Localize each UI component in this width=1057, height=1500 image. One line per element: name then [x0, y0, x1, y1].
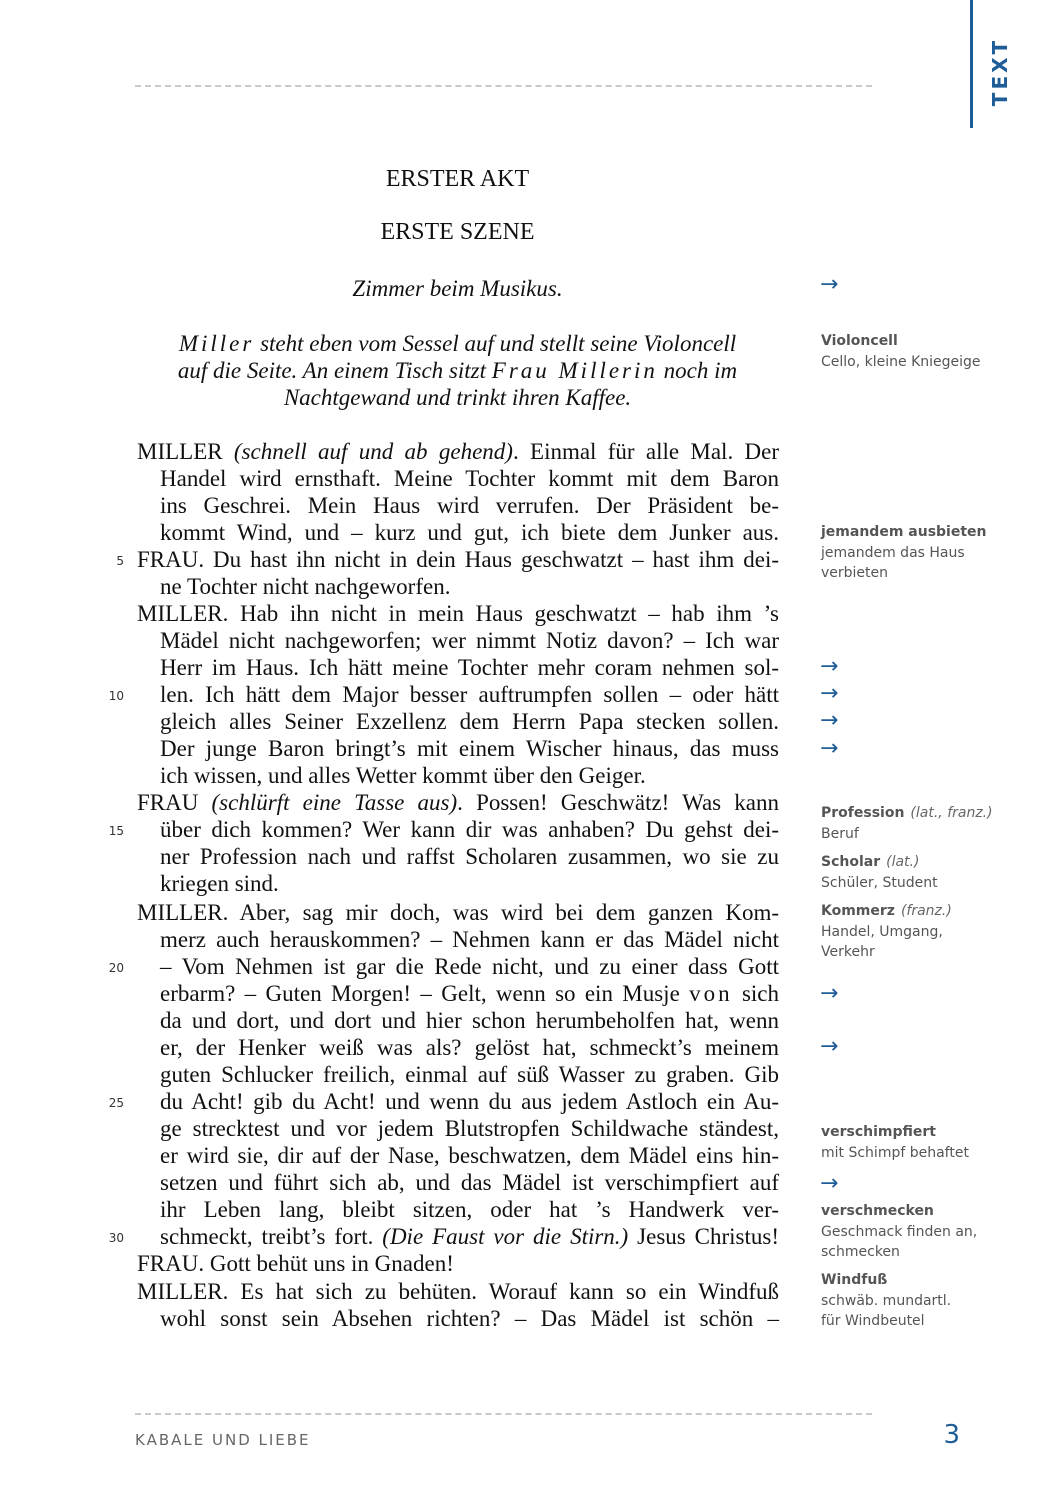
text-line: ich wissen, und alles Wetter kommt über den Geiger.: [160, 763, 646, 788]
stage-direction-line-1: Miller steht eben vom Sessel auf und stellt seine Violoncell: [178, 331, 737, 356]
text-line: len. Ich hätt dem Major besser auftrumpfen sollen – oder hätt: [160, 682, 779, 707]
text-line: Mädel nicht nachgeworfen; wer nimmt Notiz davon? – Ich war: [160, 628, 779, 653]
glossary-term: Windfuß: [821, 1272, 888, 1288]
text-line: er wird sie, dir auf der Nase, beschwatzen, dem Mädel eins hin-: [160, 1143, 779, 1168]
book-title: KABALE UND LIEBE: [135, 1431, 311, 1449]
glossary-term: verschimpfiert: [821, 1124, 937, 1140]
glossary-definition: Beruf: [821, 826, 859, 842]
line-number: 20: [108, 961, 124, 975]
text-line: ins Geschrei. Mein Haus wird verrufen. Der Präsident be-: [160, 493, 779, 518]
section-tab-bar: [970, 0, 973, 128]
stage-direction-line-2: auf die Seite. An einem Tisch sitzt Frau Millerin noch im: [177, 358, 738, 383]
text-line: ge strecktest und vor jedem Blutstropfen Schildwache ständest,: [160, 1116, 779, 1141]
text-line: er, der Henker weiß was als? gelöst hat, schmeckt’s meinem: [160, 1035, 779, 1060]
reference-arrow-icon[interactable]: →: [820, 1034, 839, 1059]
text-line: Der junge Baron bringt’s mit einem Wischer hinaus, das muss: [160, 736, 779, 761]
glossary-definition: Cello, kleine Kniegeige: [821, 354, 981, 370]
text-line: FRAU (schlürft eine Tasse aus). Possen! Geschwätz! Was kann: [137, 790, 779, 815]
glossary-definition: Geschmack finden an,: [821, 1224, 978, 1240]
glossary-term: Profession (lat., franz.): [821, 805, 993, 821]
glossary-term: jemandem ausbieten: [821, 524, 987, 540]
text-line: MILLER. Es hat sich zu behüten. Worauf kann so ein Windfuß: [137, 1279, 779, 1304]
text-line: – Vom Nehmen ist gar die Rede nicht, und zu einer dass Gott: [160, 954, 779, 979]
line-number: 30: [108, 1231, 124, 1245]
text-line: MILLER. Hab ihn nicht in mein Haus geschwatzt – hab ihm ’s: [137, 601, 779, 626]
glossary-definition: jemandem das Haus: [821, 545, 965, 561]
text-line: guten Schlucker freilich, einmal auf süß Wasser zu graben. Gib: [160, 1062, 779, 1087]
text-line: Handel wird ernsthaft. Meine Tochter kommt mit dem Baron: [160, 466, 779, 491]
text-line: ihr Leben lang, bleibt sitzen, oder hat ’s Handwerk ver-: [160, 1197, 779, 1222]
reference-arrow-icon[interactable]: →: [820, 654, 839, 679]
text-line: da und dort, und dort und hier schon herumbeholfen hat, wenn: [160, 1008, 779, 1033]
text-line: FRAU. Gott behüt uns in Gnaden!: [137, 1251, 454, 1276]
text-line: gleich alles Seiner Exzellenz dem Herrn Papa stecken sollen.: [160, 709, 779, 734]
reference-arrow-icon[interactable]: →: [820, 1171, 839, 1196]
reference-arrow-icon[interactable]: →: [820, 981, 839, 1006]
character-name: Frau Millerin: [491, 358, 658, 383]
scene-heading: ERSTE SZENE: [380, 219, 535, 245]
act-heading: ERSTER AKT: [385, 166, 530, 192]
glossary-term: verschmecken: [821, 1203, 934, 1219]
text-line: ne Tochter nicht nachgeworfen.: [160, 574, 451, 599]
glossary-definition: schmecken: [821, 1244, 900, 1260]
page-number: 3: [943, 1420, 960, 1450]
text-line: kriegen sind.: [160, 871, 279, 896]
text-line: FRAU. Du hast ihn nicht in dein Haus geschwatzt – hast ihm dei-: [137, 547, 779, 572]
top-dashed-rule: [135, 85, 872, 87]
glossary-term: Scholar (lat.): [821, 854, 920, 870]
text-line: Herr im Haus. Ich hätt meine Tochter mehr coram nehmen sol-: [160, 655, 779, 680]
bottom-dashed-rule: [135, 1413, 872, 1415]
reference-arrow-icon[interactable]: →: [820, 708, 839, 733]
text-line: schmeckt, treibt’s fort. (Die Faust vor die Stirn.) Jesus Christus!: [160, 1224, 780, 1249]
line-number: 15: [108, 824, 124, 838]
reference-arrow-icon[interactable]: →: [820, 736, 839, 761]
reference-arrow-icon[interactable]: →: [820, 272, 839, 297]
setting-description: Zimmer beim Musikus.: [352, 276, 563, 301]
line-number: 5: [116, 554, 124, 568]
glossary-definition: verbieten: [821, 565, 889, 581]
glossary-definition: Verkehr: [821, 944, 875, 960]
glossary-definition: schwäb. mundartl.: [821, 1293, 952, 1309]
reference-arrow-icon[interactable]: →: [820, 681, 839, 706]
text-line: MILLER. Aber, sag mir doch, was wird bei dem ganzen Kom-: [137, 900, 779, 925]
text-line: merz auch herauskommen? – Nehmen kann er das Mädel nicht: [160, 927, 779, 952]
stage-direction-line-3: Nachtgewand und trinkt ihren Kaffee.: [283, 385, 632, 410]
text-line: ner Profession nach und raffst Scholaren zusammen, wo sie zu: [160, 844, 779, 869]
text-line: über dich kommen? Wer kann dir was anhaben? Du gehst dei-: [160, 817, 779, 842]
section-tab-label: TEXT: [988, 37, 1012, 107]
glossary-definition: mit Schimpf behaftet: [821, 1145, 969, 1161]
glossary-term: Kommerz (franz.): [821, 903, 952, 919]
text-line: setzen und führt sich ab, und das Mädel ist verschimpfiert auf: [160, 1170, 779, 1195]
text-line: du Acht! gib du Acht! und wenn du aus jedem Astloch ein Au-: [160, 1089, 779, 1114]
line-number: 25: [108, 1096, 124, 1110]
line-number: 10: [108, 689, 124, 703]
character-name: Miller: [178, 331, 255, 356]
glossary-definition: Handel, Umgang,: [821, 924, 943, 940]
text-line: wohl sonst sein Absehen richten? – Das Mädel ist schön –: [160, 1306, 779, 1331]
glossary-definition: Schüler, Student: [821, 875, 938, 891]
glossary-term: Violoncell: [821, 333, 898, 349]
glossary-definition: für Windbeutel: [821, 1313, 925, 1329]
text-line: erbarm? – Guten Morgen! – Gelt, wenn so ein Musje von sich: [160, 981, 779, 1006]
text-line: kommt Wind, und – kurz und gut, ich biete dem Junker aus.: [160, 520, 779, 545]
text-line: MILLER (schnell auf und ab gehend). Einmal für alle Mal. Der: [137, 439, 779, 464]
